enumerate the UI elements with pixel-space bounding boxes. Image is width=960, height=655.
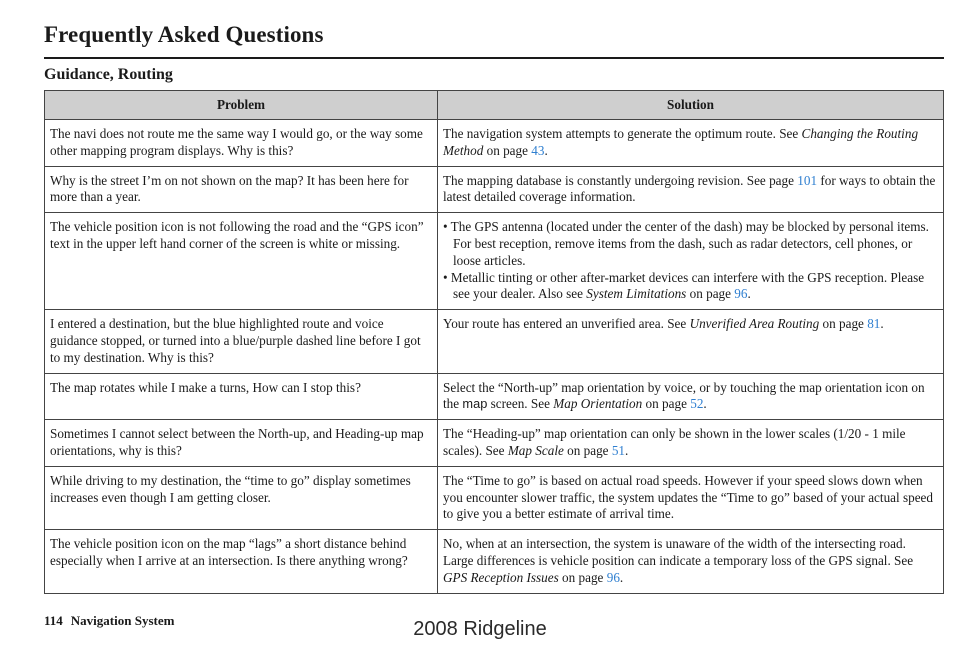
page-link[interactable]: 52 [690,396,704,412]
watermark: 2008 Ridgeline [413,618,547,640]
problem-cell: The navi does not route me the same way I would go, or the way some other mapping program displays. Why is this? [45,120,438,167]
page-link[interactable]: 43 [531,142,545,158]
page-link[interactable]: 51 [611,442,626,458]
table-row [45,466,944,529]
problem-cell: While driving to my destination, the “time to go” display sometimes increases even though I am getting closer. [45,466,438,529]
bullet-item: • Metallic tinting or other after-market devices can interfere with the GPS reception. Please see your dealer. Also see System Limitations on page 96. [443,269,925,302]
solution-cell: The “Time to go” is based on actual road speeds. However if your speed slows down when you encounter slower traffic, the system updates the “Time to go” based of your actual speed to give you a better estimate of arrival time. [438,466,944,529]
xref-title: GPS Reception Issues [443,569,559,585]
page-link[interactable]: 96 [734,286,748,302]
problem-cell: The vehicle position icon on the map “lags” a short distance behind especially when I arrive at an intersection. Is there anything wrong? [45,530,438,593]
table-row [45,166,944,213]
table-row [45,310,944,373]
problem-cell: The map rotates while I make a turns, How can I stop this? [45,373,438,420]
solution-cell: The “Heading-up” map orientation can only be shown in the lower scales (1/20 - 1 mile scales). See Map Scale on page 51. [438,420,944,467]
xref-title: System Limitations [586,286,687,302]
xref-title: Unverified Area Routing [689,316,820,332]
problem-cell: Why is the street I’m on not shown on the map? It has been here for more than a year. [45,166,438,213]
page-link[interactable]: 81 [867,316,881,332]
solution-cell: Your route has entered an unverified area. See Unverified Area Routing on page 81. [438,310,944,373]
footer-label: Navigation System [70,613,175,628]
xref-title: Changing the Routing Method [443,126,919,158]
page-title: Frequently Asked Questions [44,22,324,47]
page-number: 114 [44,613,63,628]
section-heading: Guidance, Routing [44,66,173,83]
title-divider [44,57,944,59]
header-problem: Problem [45,91,438,120]
problem-cell: I entered a destination, but the blue highlighted route and voice guidance stopped, or turned into a blue/purple dashed line before I got to my destination. Why is this? [45,310,438,373]
bullet-item: • The GPS antenna (located under the center of the dash) may be blocked by personal items. For best reception, remove items from the dash, such as radar detectors, cell phones, or loose articles. [443,219,929,268]
screen-name: map [462,396,488,412]
solution-cell: Select the “North-up” map orientation by voice, or by touching the map orientation icon on the map screen. See Map Orientation on page 52. [438,373,944,420]
page-link[interactable]: 96 [606,569,620,585]
table-row [45,213,944,310]
solution-cell: The mapping database is constantly undergoing revision. See page 101 for ways to obtain the latest detailed coverage information. [438,166,944,213]
solution-cell: The navigation system attempts to generate the optimum route. See Changing the Routing Method on page 43. [438,120,944,167]
problem-cell: Sometimes I cannot select between the North-up, and Heading-up map orientations, why is this? [45,420,438,467]
xref-title: Map Orientation [553,396,643,412]
header-solution: Solution [438,91,944,120]
table-row [45,420,944,467]
table-row [45,373,944,420]
xref-title: Map Scale [507,442,564,458]
solution-cell: No, when at an intersection, the system is unaware of the width of the intersecting road. Large differences is vehicle position can indicate a temporary loss of the GPS signal. See GPS Reception Issues on page 96. [438,530,944,593]
problem-cell: The vehicle position icon is not following the road and the “GPS icon” text in the upper left hand corner of the screen is white or missing. [45,213,438,310]
table-row [45,530,944,593]
faq-table [44,90,944,594]
solution-cell [438,213,944,310]
page-link[interactable]: 101 [797,172,818,188]
table-row [45,120,944,167]
table-header-row [45,91,944,120]
